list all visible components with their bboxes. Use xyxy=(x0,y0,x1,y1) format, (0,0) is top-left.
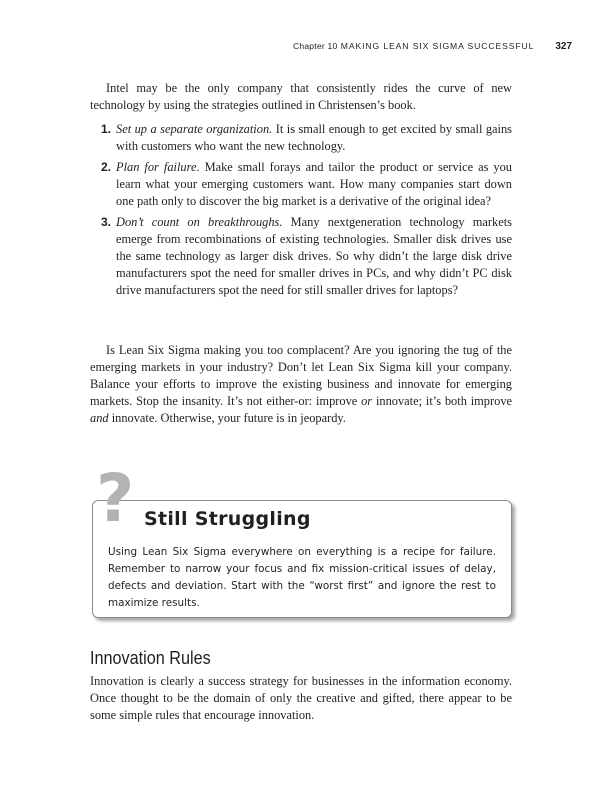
question-mark-icon: ? xyxy=(96,460,135,537)
list-item-number: 1. xyxy=(101,122,112,136)
list-item-text: Many nextgeneration technology markets emerge from recombinations of existing technologies. Smaller disk drives use the same technology as larger disk drives. So why didn’t the large disk drive manufacturers spot the need for smaller drives in PCs, and why didn’t PC disk drive manufacturers spot the need for still smaller drives for laptops? xyxy=(116,215,512,297)
paragraph-text: innovate. Otherwise, your future is in jeopardy. xyxy=(108,411,346,425)
list-item-lead: Don’t count on breakthroughs. xyxy=(116,215,283,229)
paragraph-text: innovate; it’s both improve xyxy=(372,394,513,408)
callout-body: Using Lean Six Sigma everywhere on everything is a recipe for failure. Remember to narrow your focus and fix mission-critical issues of delay, defects and deviation. Start with the “worst first” and ignore the rest to maximize results. xyxy=(108,546,496,609)
page-number: 327 xyxy=(555,41,572,52)
chapter-title: MAKING LEAN SIX SIGMA SUCCESSFUL xyxy=(340,41,535,51)
paragraph-text: Is Lean Six Sigma making you too complacent? Are you ignoring the tug of the emerging markets in your industry? Don’t let Lean Six Sigma kill your company. Balance your efforts to improve the existing business and innovate for emerging markets. Stop the insanity. It’s not either-or: improve xyxy=(90,343,512,408)
list-item-lead: Set up a separate organization. xyxy=(116,122,273,136)
list-item xyxy=(101,214,512,299)
list-item xyxy=(101,121,513,155)
complacency-paragraph xyxy=(90,342,512,427)
emphasis-text: and xyxy=(90,411,109,425)
chapter-label: Chapter 10 xyxy=(292,41,338,51)
list-item-number: 3. xyxy=(101,215,112,229)
section-heading: Innovation Rules xyxy=(90,648,211,668)
list-item-text: It is small enough to get excited by small gains with customers who want the new technology. xyxy=(116,122,513,153)
emphasis-text: or xyxy=(361,394,373,408)
list-item-text: . Make small forays and tailor the product or service as you learn what your emerging customers want. How many companies start down one path only to discover the big market is a derivative of the original idea? xyxy=(116,160,512,208)
innovation-paragraph: Innovation is clearly a success strategy for businesses in the information economy. Once thought to be the domain of only the creative and gifted, there appear to be some simple rules that encourage innovation. xyxy=(90,674,512,722)
list-item-number: 2. xyxy=(101,160,112,174)
list-item xyxy=(101,159,512,210)
intro-paragraph: Intel may be the only company that consistently rides the curve of new technology by using the strategies outlined in Christensen’s book. xyxy=(90,81,512,112)
callout-title: Still Struggling xyxy=(144,508,311,530)
list-item-lead: Plan for failure xyxy=(116,160,197,174)
running-head xyxy=(90,41,572,52)
strategy-list xyxy=(101,121,513,303)
